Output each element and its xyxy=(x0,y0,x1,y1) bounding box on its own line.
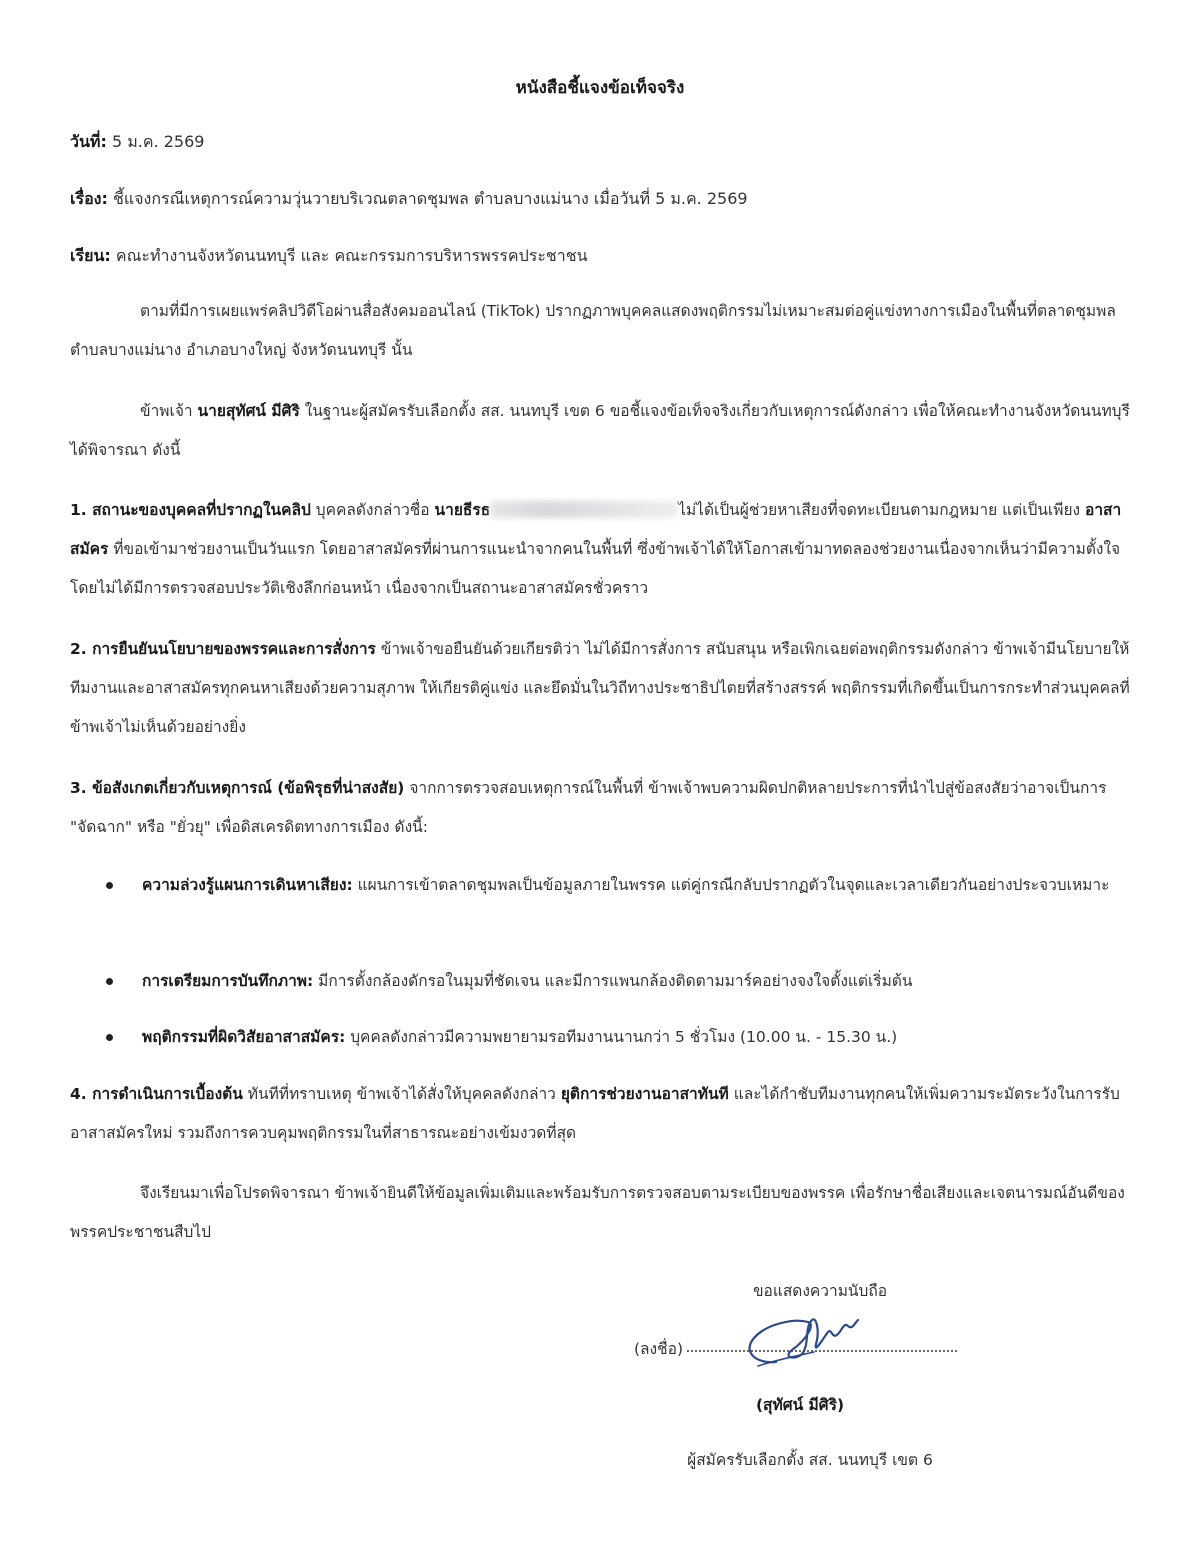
statement-name: นายสุทัศน์ มีศิริ xyxy=(197,402,300,420)
point-1-person-name: นายธีรธ xyxy=(434,501,491,519)
point-1-text-b: ไม่ได้เป็นผู้ช่วยหาเสียงที่จดทะเบียนตามกฎหมาย แต่เป็นเพียง xyxy=(678,501,1086,519)
date-value: 5 ม.ค. 2569 xyxy=(106,132,205,151)
bullet-text: มีการตั้งกล้องดักรอในมุมที่ชัดเจน และมีการแพนกล้องติดตามมาร์คอย่างจงใจตั้งแต่เริ่มต้น xyxy=(313,972,913,990)
point-3-paragraph xyxy=(70,769,1132,847)
sign-off: ขอแสดงความนับถือ xyxy=(752,1282,888,1300)
bullet-text: บุคคลดังกล่าวมีความพยายามรอทีมงานนานกว่า 5 ชั่วโมง (10.00 น. - 15.30 น.) xyxy=(345,1028,898,1046)
bullet-heading: การเตรียมการบันทึกภาพ: xyxy=(142,972,314,990)
bullet-dot-icon xyxy=(106,882,113,889)
bullet-item xyxy=(106,962,1126,1001)
point-1-text-a: บุคคลดังกล่าวชื่อ xyxy=(310,501,435,519)
signer-name: (สุทัศน์ มีศิริ) xyxy=(755,1396,845,1414)
bullet-item xyxy=(106,1018,1126,1057)
redacted-name-blur xyxy=(490,501,678,518)
bullet-dot-icon xyxy=(106,1034,113,1041)
bullet-heading: ความล่วงรู้แผนการเดินหาเสียง: xyxy=(142,876,353,894)
point-4-text-b: และได้กำชับทีมงานทุกคนให้เพิ่มความระมัดระวังในการรับอาสาสมัครใหม่ รวมถึงการควบคุมพฤติกรรมในที่สาธารณะอย่างเข้มงวดที่สุด xyxy=(70,1085,1120,1142)
point-2-heading: 2. การยืนยันนโยบายของพรรคและการสั่งการ xyxy=(70,640,376,658)
date-label: วันที่: xyxy=(70,132,107,151)
document-title: หนังสือชี้แจงข้อเท็จจริง xyxy=(515,78,685,98)
recipient-value: คณะทำงานจังหวัดนนทบุรี และ คณะกรรมการบริหารพรรคประชาชน xyxy=(110,246,588,265)
subject-value: ชี้แจงกรณีเหตุการณ์ความวุ่นวายบริเวณตลาดชุมพล ตำบลบางแม่นาง เมื่อวันที่ 5 ม.ค. 2569 xyxy=(107,189,748,208)
statement-post: ในฐานะผู้สมัครรับเลือกตั้ง สส. นนทบุรี เขต 6 ขอชี้แจงข้อเท็จจริงเกี่ยวกับเหตุการณ์ดังกล่าว เพื่อให้คณะทำงานจังหวัดนนทบุรี ได้พิจารณา ดังนี้ xyxy=(70,402,1130,459)
signer-position: ผู้สมัครรับเลือกตั้ง สส. นนทบุรี เขต 6 xyxy=(687,1451,933,1469)
point-1-heading: 1. สถานะของบุคคลที่ปรากฏในคลิป xyxy=(70,501,311,519)
intro-paragraph: ตามที่มีการเผยแพร่คลิปวิดีโอผ่านสื่อสังคมออนไลน์ (TikTok) ปรากฏภาพบุคคลแสดงพฤติกรรมไม่เหมาะสมต่อคู่แข่งทางการเมืองในพื้นที่ตลาดชุมพล ตำบลบางแม่นาง อำเภอบางใหญ่ จังหวัดนนทบุรี นั้น xyxy=(70,302,1116,359)
subject-label: เรื่อง: xyxy=(70,189,108,208)
point-1-volunteer: อาสาสมัคร xyxy=(70,501,1122,558)
signature-label: (ลงชื่อ) xyxy=(634,1340,683,1358)
point-1-text-c: ที่ขอเข้ามาช่วยงานเป็นวันแรก โดยอาสาสมัครที่ผ่านการแนะนำจากคนในพื้นที่ ซึ่งข้าพเจ้าได้ให้โอกาสเข้ามาทดลองช่วยงานเนื่องจากเห็นว่ามีความตั้งใจ โดยไม่ได้มีการตรวจสอบประวัติเชิงลึกก่อนหน้า เนื่องจากเป็นสถานะอาสาสมัครชั่วคราว xyxy=(70,540,1121,597)
closing-paragraph: จึงเรียนมาเพื่อโปรดพิจารณา ข้าพเจ้ายินดีให้ข้อมูลเพิ่มเติมและพร้อมรับการตรวจสอบตามระเบียบของพรรค เพื่อรักษาชื่อเสียงและเจตนารมณ์อันดีของพรรคประชาชนสืบไป xyxy=(70,1184,1125,1241)
point-4-text-a: ทันทีที่ทราบเหตุ ข้าพเจ้าได้สั่งให้บุคคลดังกล่าว xyxy=(242,1085,561,1103)
point-4-bold: ยุติการช่วยงานอาสาทันที xyxy=(560,1085,729,1103)
recipient-line xyxy=(70,244,588,269)
point-3-heading: 3. ข้อสังเกตเกี่ยวกับเหตุการณ์ (ข้อพิรุธที่น่าสงสัย) xyxy=(70,779,405,797)
bullet-dot-icon xyxy=(106,978,113,985)
point-1-paragraph xyxy=(70,491,1132,608)
point-3-text: จากการตรวจสอบเหตุการณ์ในพื้นที่ ข้าพเจ้าพบความผิดปกติหลายประการที่นำไปสู่ข้อสงสัยว่าอาจเป็นการ "จัดฉาก" หรือ "ยั่วยุ" เพื่อดิสเครดิตทางการเมือง ดังนี้: xyxy=(70,779,1107,836)
statement-paragraph xyxy=(70,392,1132,470)
point-4-paragraph xyxy=(70,1075,1132,1153)
handwritten-signature xyxy=(736,1300,866,1380)
recipient-label: เรียน: xyxy=(70,246,111,265)
subject-line xyxy=(70,187,748,212)
point-4-heading: 4. การดำเนินการเบื้องต้น xyxy=(70,1085,243,1103)
point-2-text: ข้าพเจ้าขอยืนยันด้วยเกียรติว่า ไม่ได้มีการสั่งการ สนับสนุน หรือเพิกเฉยต่อพฤติกรรมดังกล่าว ข้าพเจ้ามีนโยบายให้ทีมงานและอาสาสมัครทุกคนหาเสียงด้วยความสุภาพ ให้เกียรติคู่แข่ง และยึดมั่นในวิถีทางประชาธิปไตยที่สร้างสรรค์ พฤติกรรมที่เกิดขึ้นเป็นการกระทำส่วนบุคคลที่ข้าพเจ้าไม่เห็นด้วยอย่างยิ่ง xyxy=(70,640,1130,736)
statement-pre: ข้าพเจ้า xyxy=(140,402,198,420)
date-line xyxy=(70,130,204,155)
bullet-heading: พฤติกรรมที่ผิดวิสัยอาสาสมัคร: xyxy=(142,1028,346,1046)
bullet-text: แผนการเข้าตลาดชุมพลเป็นข้อมูลภายในพรรค แต่คู่กรณีกลับปรากฏตัวในจุดและเวลาเดียวกันอย่างประจวบเหมาะ xyxy=(352,876,1110,894)
point-2-paragraph xyxy=(70,630,1132,747)
bullet-item xyxy=(106,866,1126,905)
